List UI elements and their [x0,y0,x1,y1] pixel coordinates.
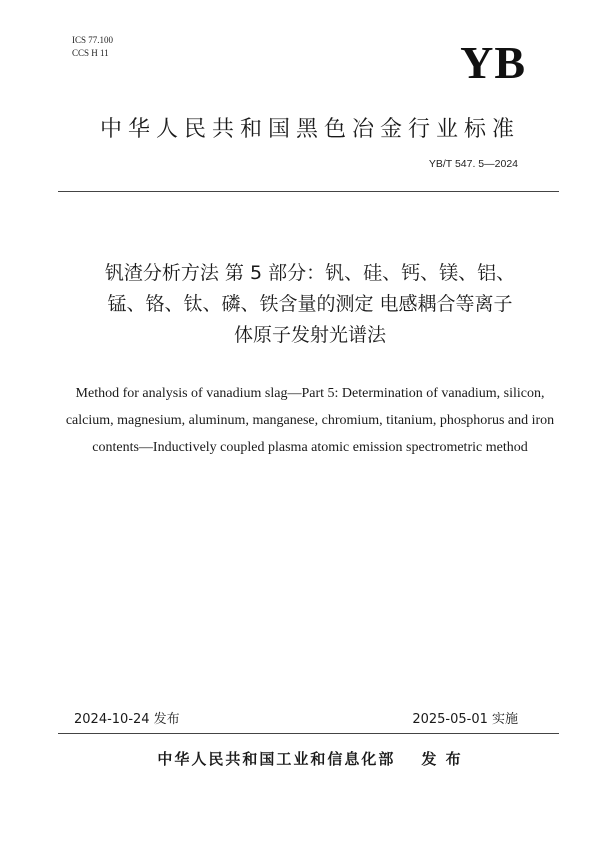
chinese-title-line: 钒渣分析方法 第 5 部分：钒、硅、钙、镁、铝、 [104,262,516,284]
yb-logo: YB [460,37,526,88]
english-title-line: Method for analysis of vanadium slag—Part 5: Determination of vanadium, silicon, [75,386,545,401]
chinese-title [40,258,580,351]
ics-code: ICS 77.100 [72,35,114,45]
ccs-code: CCS H 11 [72,48,109,58]
standard-category-title: 中华人民共和国黑色冶金行业标准 [99,117,520,142]
chinese-title-line: 体原子发射光谱法 [233,324,386,346]
footer-divider [58,733,559,734]
english-title-line: contents—Inductively coupled plasma atomic emission spectrometric method [92,440,528,455]
chinese-title-line: 锰、铬、钛、磷、铁含量的测定 电感耦合等离子 [107,293,513,315]
header-divider [58,191,559,192]
standard-number: YB/T 547. 5—2024 [428,158,518,170]
issue-date: 2024-10-24 发布 [74,712,180,727]
publish-action: 发 布 [421,750,463,768]
publisher-name: 中华人民共和国工业和信息化部 [157,750,396,768]
publisher-line [60,748,560,769]
classification-codes [72,34,113,60]
english-title-line: calcium, magnesium, aluminum, manganese, chromium, titanium, phosphorus and iron [65,413,555,428]
implementation-date: 2025-05-01 实施 [412,712,518,727]
english-title [50,380,570,461]
